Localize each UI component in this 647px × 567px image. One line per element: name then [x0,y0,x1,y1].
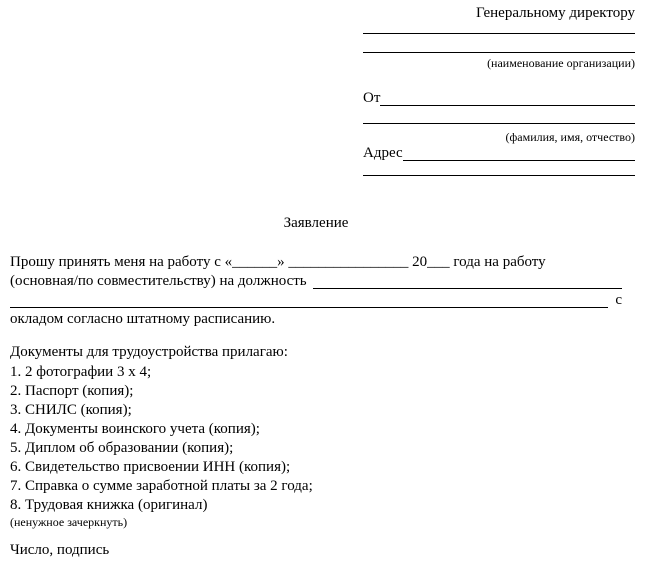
position-blank-line-2 [10,291,608,308]
strike-out-note: (ненужное зачеркнуть) [10,515,128,529]
document-list-item: 1. 2 фотографии 3 х 4; [10,364,152,380]
documents-heading: Документы для трудоустройства прилагаю: [10,344,288,360]
full-name-caption: (фамилия, имя, отчество) [505,130,635,144]
request-line-1: Прошу принять меня на работу с «______» ________________ 20___ года на работу [10,254,546,270]
from-label: От [363,90,381,106]
org-name-caption: (наименование организации) [487,56,635,70]
from-field-row [363,91,635,106]
address-field-row [363,146,635,161]
document-body [10,216,622,558]
address-blank-line-2 [363,161,635,176]
full-name-blank-line [363,106,635,124]
request-line-2 [10,272,622,291]
document-list-item: 3. СНИЛС (копия); [10,402,132,418]
address-label: Адрес [363,145,403,161]
request-line-3-suffix: с [615,292,622,308]
org-name-blank-line-2 [363,34,635,53]
request-line-4: окладом согласно штатному расписанию. [10,311,276,327]
request-line-3 [10,291,622,310]
header-block [363,0,635,176]
document-list-item: 6. Свидетельство присвоении ИНН (копия); [10,459,291,475]
document-title: Заявление [283,215,349,231]
org-name-blank-line-1 [363,21,635,34]
from-blank-line [380,91,635,106]
request-line-2-text: (основная/по совместительству) на должность [10,273,307,289]
documents-list [10,363,622,515]
position-blank-line [313,272,622,289]
document-list-item: 7. Справка о сумме заработной платы за 2 года; [10,478,313,494]
document-list-item: 5. Диплом об образовании (копия); [10,440,234,456]
recipient-title: Генеральному директору [475,5,635,21]
address-blank-line [403,146,635,161]
document-list-item: 4. Документы воинского учета (копия); [10,421,260,437]
document-list-item: 8. Трудовая книжка (оригинал) [10,497,208,513]
request-paragraph [10,253,622,329]
document-list-item: 2. Паспорт (копия); [10,383,134,399]
date-signature-line: Число, подпись [10,542,110,558]
